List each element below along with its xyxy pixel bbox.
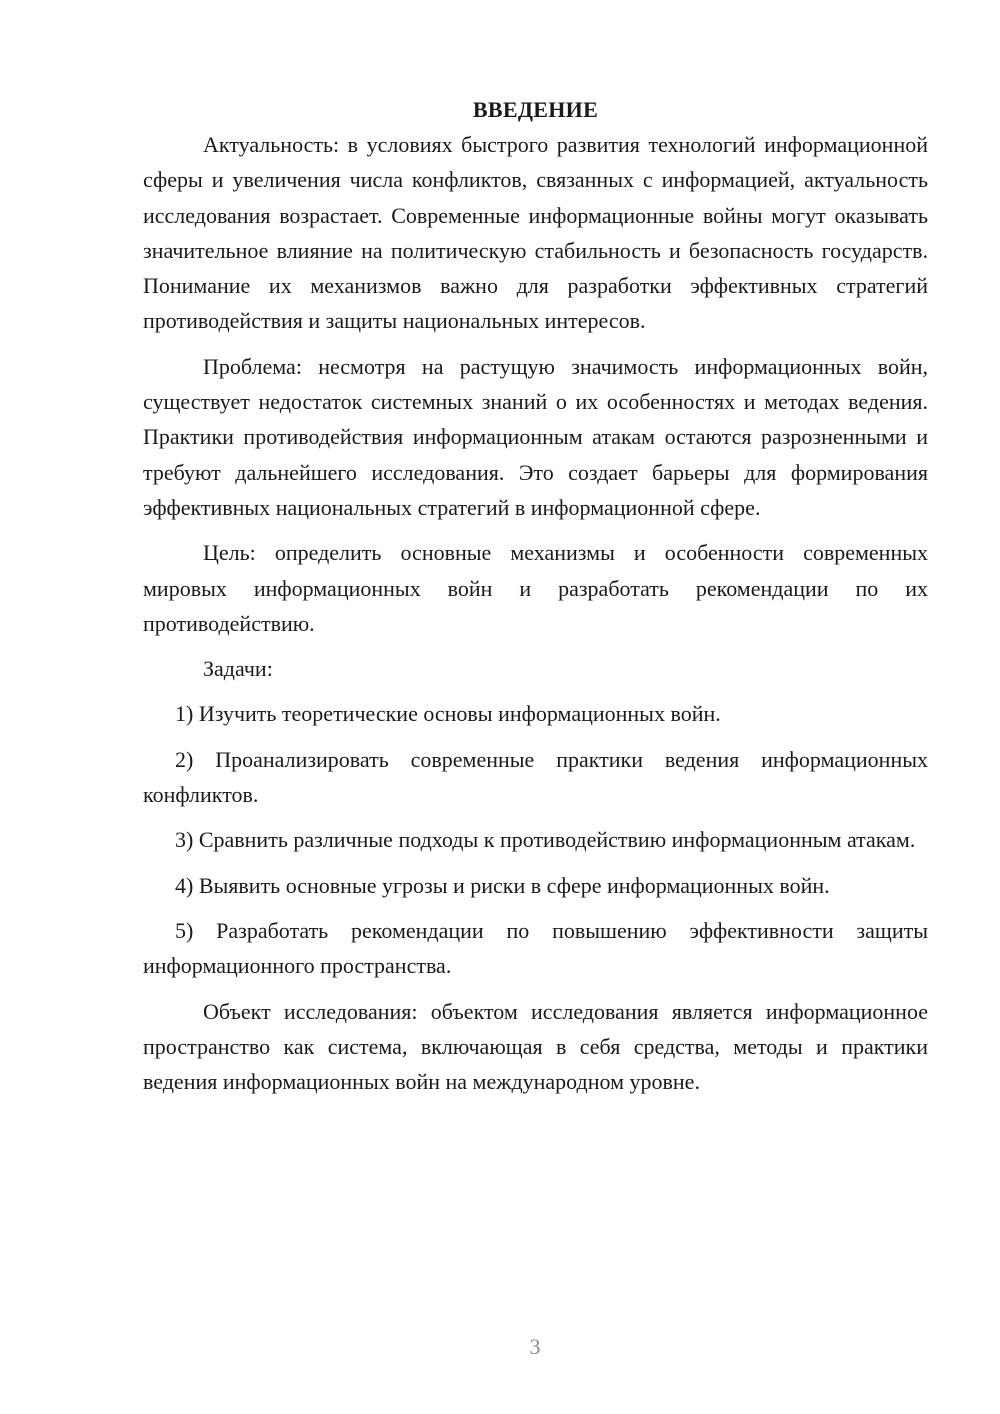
task-item-5: 5) Разработать рекомендации по повышению эффективности защиты информационного пространства. bbox=[143, 917, 928, 979]
tasks-label: Задачи: bbox=[203, 656, 273, 682]
page-title: ВВЕДЕНИЕ bbox=[472, 97, 599, 122]
page-number: 3 bbox=[529, 1334, 541, 1359]
task-item-3: 3) Сравнить различные подходы к противодействию информационным атакам. bbox=[175, 827, 916, 853]
paragraph-relevance: Актуальность: в условиях быстрого развития технологий информационной сферы и увеличения числа конфликтов, связанных с информацией, актуальность исследования возрастает. Современные информационные войны могут оказывать значительное влияние на политическую стабильность и безопасность государств. Понимание их механизмов важно для разработки эффективных стратегий противодействия и защиты национальных интересов. bbox=[143, 132, 928, 334]
task-item-1: 1) Изучить теоретические основы информационных войн. bbox=[175, 701, 721, 727]
paragraph-problem: Проблема: несмотря на растущую значимость информационных войн, существует недостаток системных знаний о их особенностях и методах ведения. Практики противодействия информационным атакам остаются разрозненными и требуют дальнейшего исследования. Это создает барьеры для формирования эффективных национальных стратегий в информационной сфере. bbox=[143, 353, 928, 520]
task-item-2: 2) Проанализировать современные практики ведения информационных конфликтов. bbox=[143, 746, 928, 808]
paragraph-goal: Цель: определить основные механизмы и особенности современных мировых информационных войн и разработать рекомендации по их противодействию. bbox=[143, 540, 928, 636]
paragraph-object: Объект исследования: объектом исследования является информационное пространство как система, включающая в себя средства, методы и практики ведения информационных войн на международном уровне. bbox=[143, 998, 928, 1095]
task-item-4: 4) Выявить основные угрозы и риски в сфере информационных войн. bbox=[175, 872, 830, 898]
document-page bbox=[143, 92, 928, 1109]
